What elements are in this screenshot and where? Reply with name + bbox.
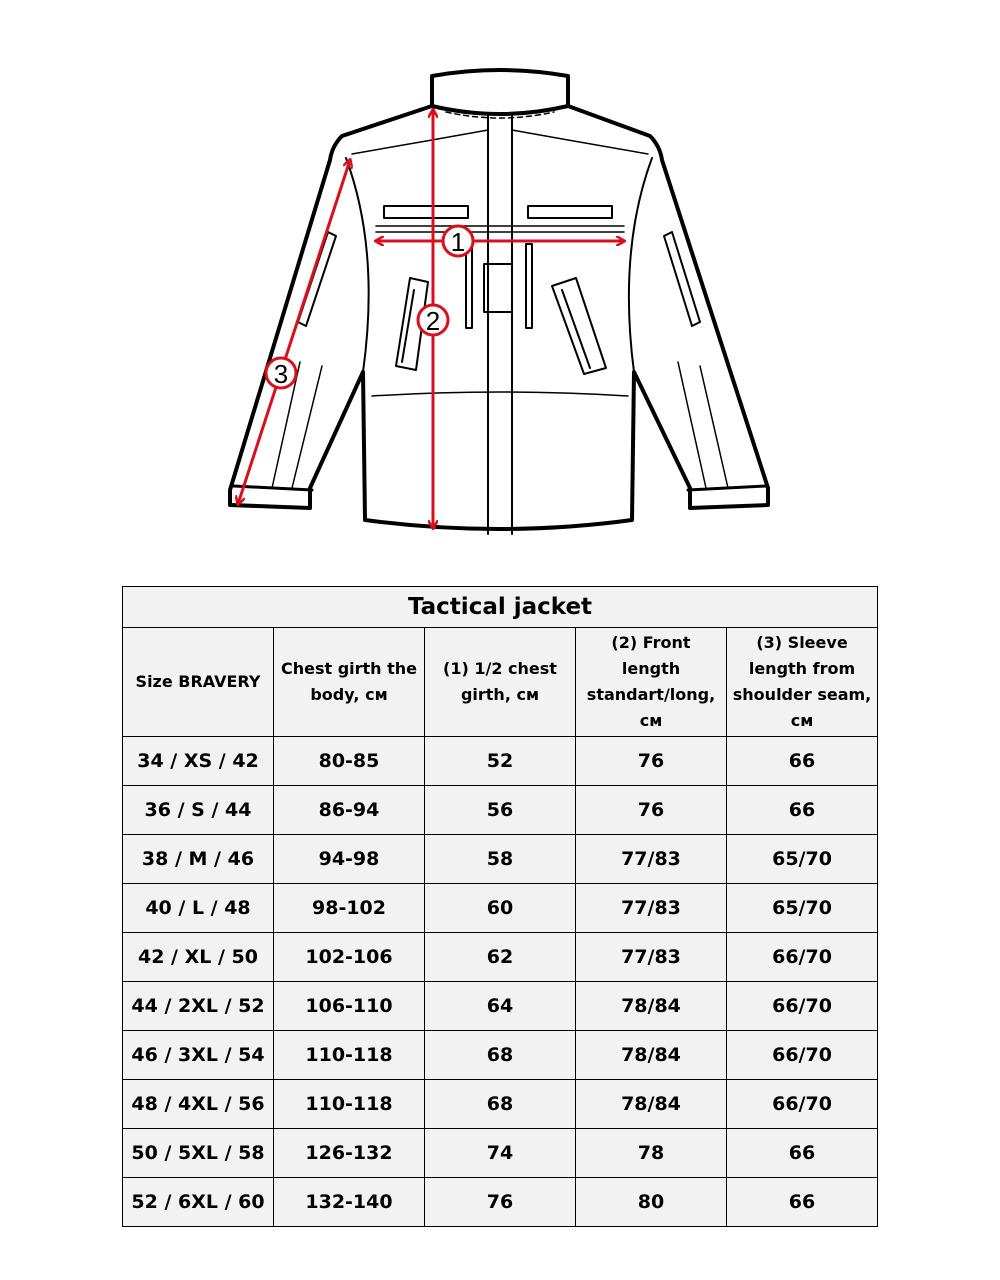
right-vertical-zip: [526, 244, 532, 328]
cell-chest-girth: 126-132: [274, 1129, 425, 1178]
cell-chest-girth: 132-140: [274, 1178, 425, 1227]
size-table-container: [122, 586, 877, 1227]
table-row: [123, 884, 878, 933]
svg-text:3: 3: [273, 359, 289, 389]
cell-size: 50 / 5XL / 58: [123, 1129, 274, 1178]
cell-sleeve-length: 66: [727, 737, 878, 786]
collar: [432, 70, 568, 114]
cell-size: 52 / 6XL / 60: [123, 1178, 274, 1227]
cell-size: 36 / S / 44: [123, 786, 274, 835]
right-sleeve-seam: [629, 158, 652, 372]
cell-size: 42 / XL / 50: [123, 933, 274, 982]
table-title: Tactical jacket: [123, 587, 878, 628]
cell-sleeve-length: 66/70: [727, 982, 878, 1031]
cell-chest-girth: 106-110: [274, 982, 425, 1031]
center-placket: [488, 116, 512, 534]
cell-front-length: 76: [576, 737, 727, 786]
cell-sleeve-length: 65/70: [727, 835, 878, 884]
right-hand-pocket: [552, 278, 606, 374]
right-yoke: [512, 130, 648, 154]
cell-front-length: 77/83: [576, 835, 727, 884]
cell-front-length: 76: [576, 786, 727, 835]
table-header-row: [123, 628, 878, 737]
cell-sleeve-length: 66/70: [727, 933, 878, 982]
cell-half-chest: 64: [425, 982, 576, 1031]
cell-half-chest: 56: [425, 786, 576, 835]
cell-sleeve-length: 65/70: [727, 884, 878, 933]
cell-front-length: 77/83: [576, 933, 727, 982]
cell-sleeve-length: 66/70: [727, 1080, 878, 1129]
cell-sleeve-length: 66: [727, 1129, 878, 1178]
left-yoke: [352, 130, 488, 154]
table-row: [123, 1080, 878, 1129]
table-row: [123, 835, 878, 884]
jacket-outline: [230, 70, 768, 534]
table-row: [123, 1129, 878, 1178]
table-row: [123, 786, 878, 835]
cell-half-chest: 68: [425, 1031, 576, 1080]
right-chest-pocket: [528, 206, 612, 218]
cell-sleeve-length: 66: [727, 786, 878, 835]
table-row: [123, 933, 878, 982]
cell-chest-girth: 98-102: [274, 884, 425, 933]
cell-size: 46 / 3XL / 54: [123, 1031, 274, 1080]
cell-half-chest: 62: [425, 933, 576, 982]
cell-front-length: 78/84: [576, 1031, 727, 1080]
cell-sleeve-length: 66: [727, 1178, 878, 1227]
table-row: [123, 982, 878, 1031]
table-title-row: [123, 587, 878, 628]
cell-chest-girth: 86-94: [274, 786, 425, 835]
svg-text:1: 1: [450, 227, 466, 257]
cell-chest-girth: 80-85: [274, 737, 425, 786]
table-row: [123, 737, 878, 786]
header-chest-girth: Chest girth the body, см: [274, 628, 425, 737]
cell-half-chest: 60: [425, 884, 576, 933]
cell-front-length: 80: [576, 1178, 727, 1227]
marker-3: [266, 358, 296, 389]
cell-chest-girth: 110-118: [274, 1031, 425, 1080]
cell-half-chest: 52: [425, 737, 576, 786]
cell-half-chest: 74: [425, 1129, 576, 1178]
left-chest-pocket: [384, 206, 468, 218]
cell-size: 48 / 4XL / 56: [123, 1080, 274, 1129]
cell-half-chest: 68: [425, 1080, 576, 1129]
cell-front-length: 78: [576, 1129, 727, 1178]
cell-sleeve-length: 66/70: [727, 1031, 878, 1080]
jacket-diagram: [0, 0, 1000, 560]
chest-seam: [376, 226, 624, 232]
table-row: [123, 1031, 878, 1080]
cell-half-chest: 58: [425, 835, 576, 884]
cell-front-length: 78/84: [576, 982, 727, 1031]
sleeve-length-line: [238, 160, 350, 504]
cell-chest-girth: 94-98: [274, 835, 425, 884]
header-half-chest: (1) 1/2 chest girth, см: [425, 628, 576, 737]
right-arm-pocket: [664, 232, 700, 326]
cell-chest-girth: 102-106: [274, 933, 425, 982]
left-sleeve-seam: [346, 158, 369, 372]
hem-panel: [372, 392, 628, 396]
header-sleeve-length: (3) Sleeve length from shoulder seam, см: [727, 628, 878, 737]
marker-2: [418, 305, 448, 336]
left-vertical-zip: [466, 244, 472, 328]
cell-size: 40 / L / 48: [123, 884, 274, 933]
marker-1: [443, 226, 473, 257]
cell-half-chest: 76: [425, 1178, 576, 1227]
header-front-length: (2) Front length standart/long, см: [576, 628, 727, 737]
table-row: [123, 1178, 878, 1227]
cell-size: 34 / XS / 42: [123, 737, 274, 786]
header-size: Size BRAVERY: [123, 628, 274, 737]
cell-size: 38 / M / 46: [123, 835, 274, 884]
cell-front-length: 77/83: [576, 884, 727, 933]
size-table: [122, 586, 878, 1227]
svg-text:2: 2: [425, 306, 441, 336]
cell-chest-girth: 110-118: [274, 1080, 425, 1129]
cell-front-length: 78/84: [576, 1080, 727, 1129]
right-elbow-panel: [678, 362, 728, 488]
jacket-body: [230, 106, 768, 529]
cell-size: 44 / 2XL / 52: [123, 982, 274, 1031]
